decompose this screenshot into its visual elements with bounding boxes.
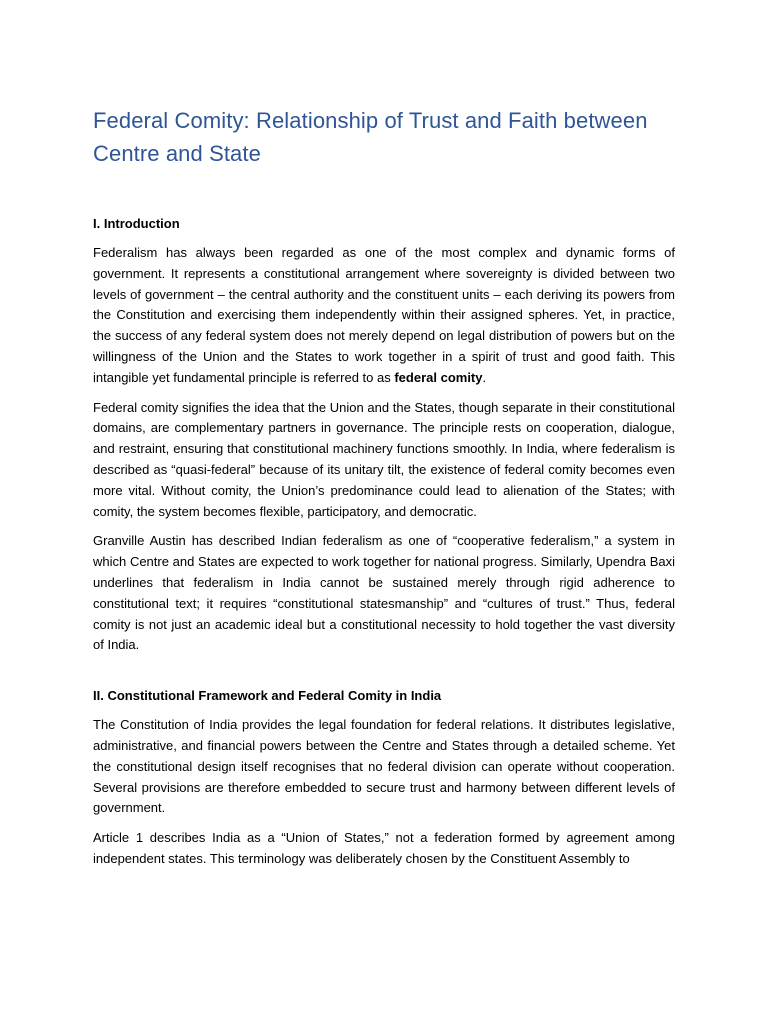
intro-paragraph-3: Granville Austin has described Indian federalism as one of “cooperative federalism,” a system in which Centre and States are expected to work together for national progress. Similarly, Upendra Baxi underlines that federalism in India cannot be sustained merely through rigid adherence to constitutional text; it requires “constitutional statesmanship” and “cultures of trust.” Thus, federal comity is not just an academic ideal but a constitutional necessity to hold together the vast diversity of India. [93,533,675,653]
document-page [93,104,675,870]
intro-paragraph-1-text: Federalism has always been regarded as one of the most complex and dynamic forms of government. It represents a constitutional arrangement where sovereignty is divided between two levels of government – the central authority and the constituent units – each deriving its powers from the Constitution and exercising them independently within their assigned spheres. Yet, in practice, the success of any federal system does not merely depend on legal distribution of powers but on the willingness of the Union and the States to work together in a spirit of trust and good faith. This intangible yet fundamental principle is referred to as [93,245,675,385]
section-heading-introduction: I. Introduction [93,216,180,231]
framework-paragraph-2: Article 1 describes India as a “Union of States,” not a federation formed by agreement among independent states. This terminology was deliberately chosen by the Constituent Assembly to [93,830,675,866]
intro-paragraph-2: Federal comity signifies the idea that the Union and the States, though separate in their constitutional domains, are complementary partners in governance. The principle rests on cooperation, dialogue, and restraint, ensuring that constitutional machinery functions smoothly. In India, where federalism is described as “quasi-federal” because of its unitary tilt, the existence of federal comity becomes even more vital. Without comity, the Union’s predominance could lead to alienation of the States; with comity, the system becomes flexible, participatory, and democratic. [93,399,675,519]
framework-paragraph-1: The Constitution of India provides the legal foundation for federal relations. It distributes legislative, administrative, and financial powers between the Centre and States through a detailed scheme. Yet the constitutional design itself recognises that no federal division can operate without cooperation. Several provisions are therefore embedded to secure trust and harmony between different levels of government. [93,717,675,816]
section-heading-constitutional-framework: II. Constitutional Framework and Federal Comity in India [93,688,442,704]
document-title: Federal Comity: Relationship of Trust and Faith between Centre and State [93,108,648,166]
intro-paragraph-1-tail: . [482,369,487,385]
intro-paragraph-1 [93,243,675,389]
federal-comity-term: federal comity [394,369,483,385]
